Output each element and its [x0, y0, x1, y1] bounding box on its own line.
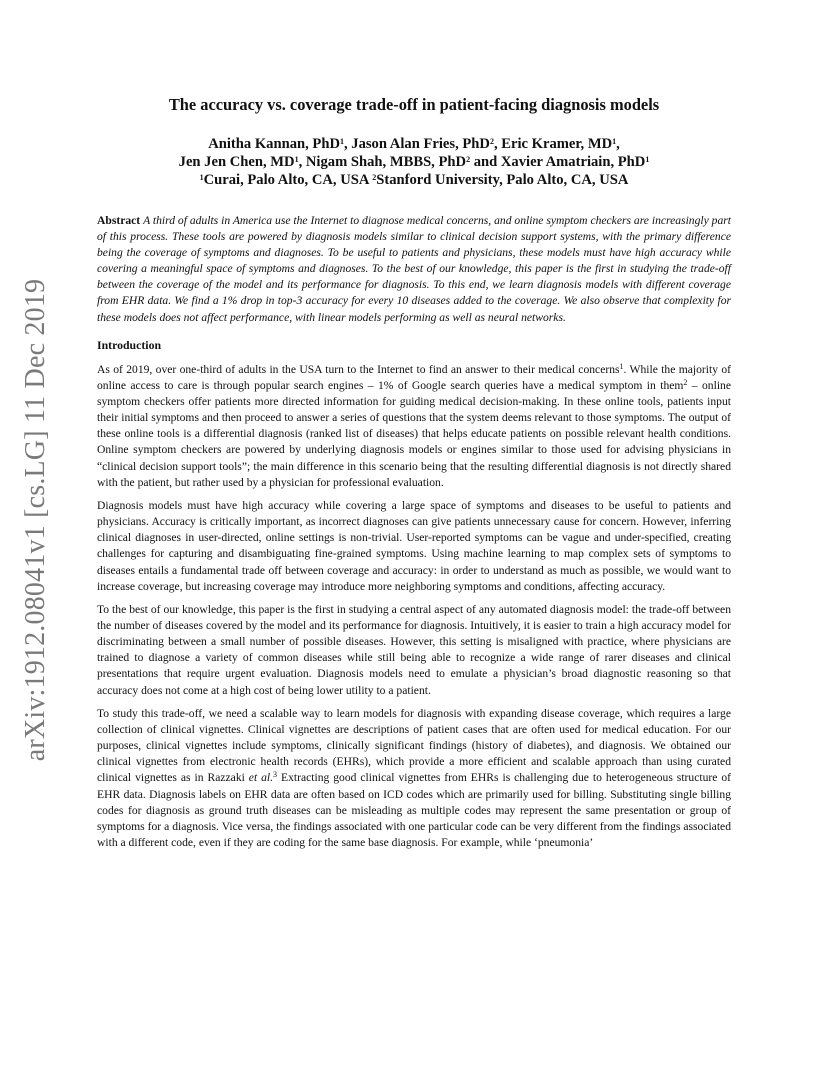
affiliation-marker: 1 — [199, 173, 204, 182]
et-al: et al. — [248, 771, 274, 785]
paper-title: The accuracy vs. coverage trade-off in patient-facing diagnosis models — [168, 95, 660, 114]
citation-marker: 2 — [683, 377, 688, 387]
author-name: Jen Jen Chen, MD — [178, 154, 295, 170]
citation-marker: 3 — [273, 770, 278, 780]
author-line-2 — [97, 153, 731, 171]
abstract-text: A third of adults in America use the Internet to diagnose medical concerns, and online symptom checkers are increasingly part of this process. These tools are powered by diagnosis models similar to clinical decision support systems, with the primary difference being the coverage of symptoms and diagnoses. To be useful to patients and physicians, these models must have high accuracy while covering a meaningful space of symptoms and diagnoses. To the best of our knowledge, this paper is the first in studying the trade-off between the coverage of the model and its performance for diagnosis. To this end, we learn diagnosis models with different coverage from EHR data. We find a 1% drop in top-3 accuracy for every 10 diseases added to the coverage. We also observe that complexity for these models does not affect performance, with linear models performing as well as neural networks. — [97, 214, 731, 324]
citation-marker: 1 — [619, 361, 624, 371]
paragraph-text: Extracting good clinical vignettes from EHRs is challenging due to heterogeneous structure of EHR data. Diagnosis labels on EHR data are often based on ICD codes which are primarily used for billing. Substituting single billing codes for diagnosis as ground truth diseases can be misleading as multiple codes may represent the same presentation or group of symptoms for a diagnosis. Vice versa, the findings associated with one particular code can be very different from the findings associated with a different code, even if they are coding for the same base diagnosis. For example, while ‘pneumonia’ — [97, 771, 731, 850]
author-line-1 — [97, 135, 731, 153]
paragraph-4 — [97, 706, 731, 851]
author-name: and Xavier Amatriain, PhD — [470, 154, 646, 170]
author-name: , Nigam Shah, MBBS, PhD — [298, 154, 467, 170]
arxiv-identifier: arXiv:1912.08041v1 [cs.LG] 11 Dec 2019 — [20, 278, 51, 762]
paragraph-text: – online symptom checkers offer patients more directed information for guiding medical decision-making. In these online tools, patients input their initial symptoms and then proceed to answer a series of questions that the system deems relevant to those symptoms. The output of these online tools is a differential diagnosis (ranked list of diseases) that helps educate patients on possible relevant health conditions. Online symptom checkers are powered by underlying diagnosis models or engines similar to those used for advising physicians in “clinical decision support tools”; the main difference in this scenario being that the resulting differential diagnosis is not directly shared with the patient, but rather used by a physician for professional evaluation. — [97, 378, 731, 489]
author-name: , Jason Alan Fries, PhD — [343, 136, 490, 152]
affiliation-stanford: Stanford University, Palo Alto, CA, USA — [376, 172, 629, 188]
author-name: Anitha Kannan, PhD — [208, 136, 340, 152]
paragraph-text: To study this trade-off, we need a scalable way to learn models for diagnosis with expanding disease coverage, which requires a large collection of clinical vignettes. Clinical vignettes are descriptions of patient cases that are often used for medical education. For our purposes, clinical vignettes include symptoms, clinically significant findings (history of diabetes), and diagnosis. We obtained our clinical vignettes from electronic health records (EHRs), which provide a more efficient and scalable approach than using curated clinical vignettes as in Razzaki — [97, 706, 731, 785]
author-block — [97, 135, 731, 189]
affiliation-marker: 1 — [339, 137, 344, 146]
affiliation-marker: 2 — [372, 173, 377, 182]
paragraph-text: As of 2019, over one-third of adults in the USA turn to the Internet to find an answer to their medical concerns — [97, 362, 620, 376]
abstract — [97, 213, 731, 326]
affiliations — [97, 171, 731, 189]
affiliation-marker: 1 — [294, 155, 299, 164]
section-heading-introduction: Introduction — [97, 337, 162, 352]
author-separator: , — [616, 136, 620, 152]
affiliation-marker: 1 — [612, 137, 617, 146]
paragraph-3: To the best of our knowledge, this paper is the first in studying a central aspect of any automated diagnosis model: the trade-off between the number of diseases covered by the model and its performance for diagnosis. Intuitively, it is easier to train a high accuracy model for discriminating between a small number of possible diseases. However, this setting is misaligned with practice, where physicians are trained to diagnose a variety of common diseases while still being able to recognize a wide range of rarer diseases and clinical presentations that require urgent evaluation. Diagnosis models need to emulate a physician’s broad diagnostic reasoning so that accuracy does not come at a high cost of being lower utility to a patient. — [97, 602, 731, 697]
affiliation-curai: Curai, Palo Alto, CA, USA — [203, 172, 373, 188]
affiliation-marker: 1 — [645, 155, 650, 164]
abstract-label: Abstract — [97, 214, 141, 227]
paragraph-2: Diagnosis models must have high accuracy while covering a large space of symptoms and diseases to be useful to patients and physicians. Accuracy is critically important, as incorrect diagnoses can give patients unnecessary cause for concern. However, inferring clinical diagnoses in user-directed, online settings is non-trivial. User-reported symptoms can be vague and under-specified, creating challenges for capturing and disambiguating fine-grained symptoms. Using machine learning to map complex sets of symptoms to diseases entails a fundamental trade off between coverage and accuracy: in order to understand as much as possible, we would want to increase coverage, but increasing coverage may introduce more neighboring symptoms and conditions, affecting accuracy. — [97, 498, 731, 593]
paper-page — [97, 95, 731, 858]
affiliation-marker: 2 — [489, 137, 494, 146]
paragraph-1 — [97, 362, 731, 491]
paragraph-text: . While the majority of online access to care is through popular search engines – 1% of Google search queries have a medical symptom in them — [97, 362, 731, 392]
author-name: , Eric Kramer, MD — [493, 136, 613, 152]
affiliation-marker: 2 — [466, 155, 471, 164]
